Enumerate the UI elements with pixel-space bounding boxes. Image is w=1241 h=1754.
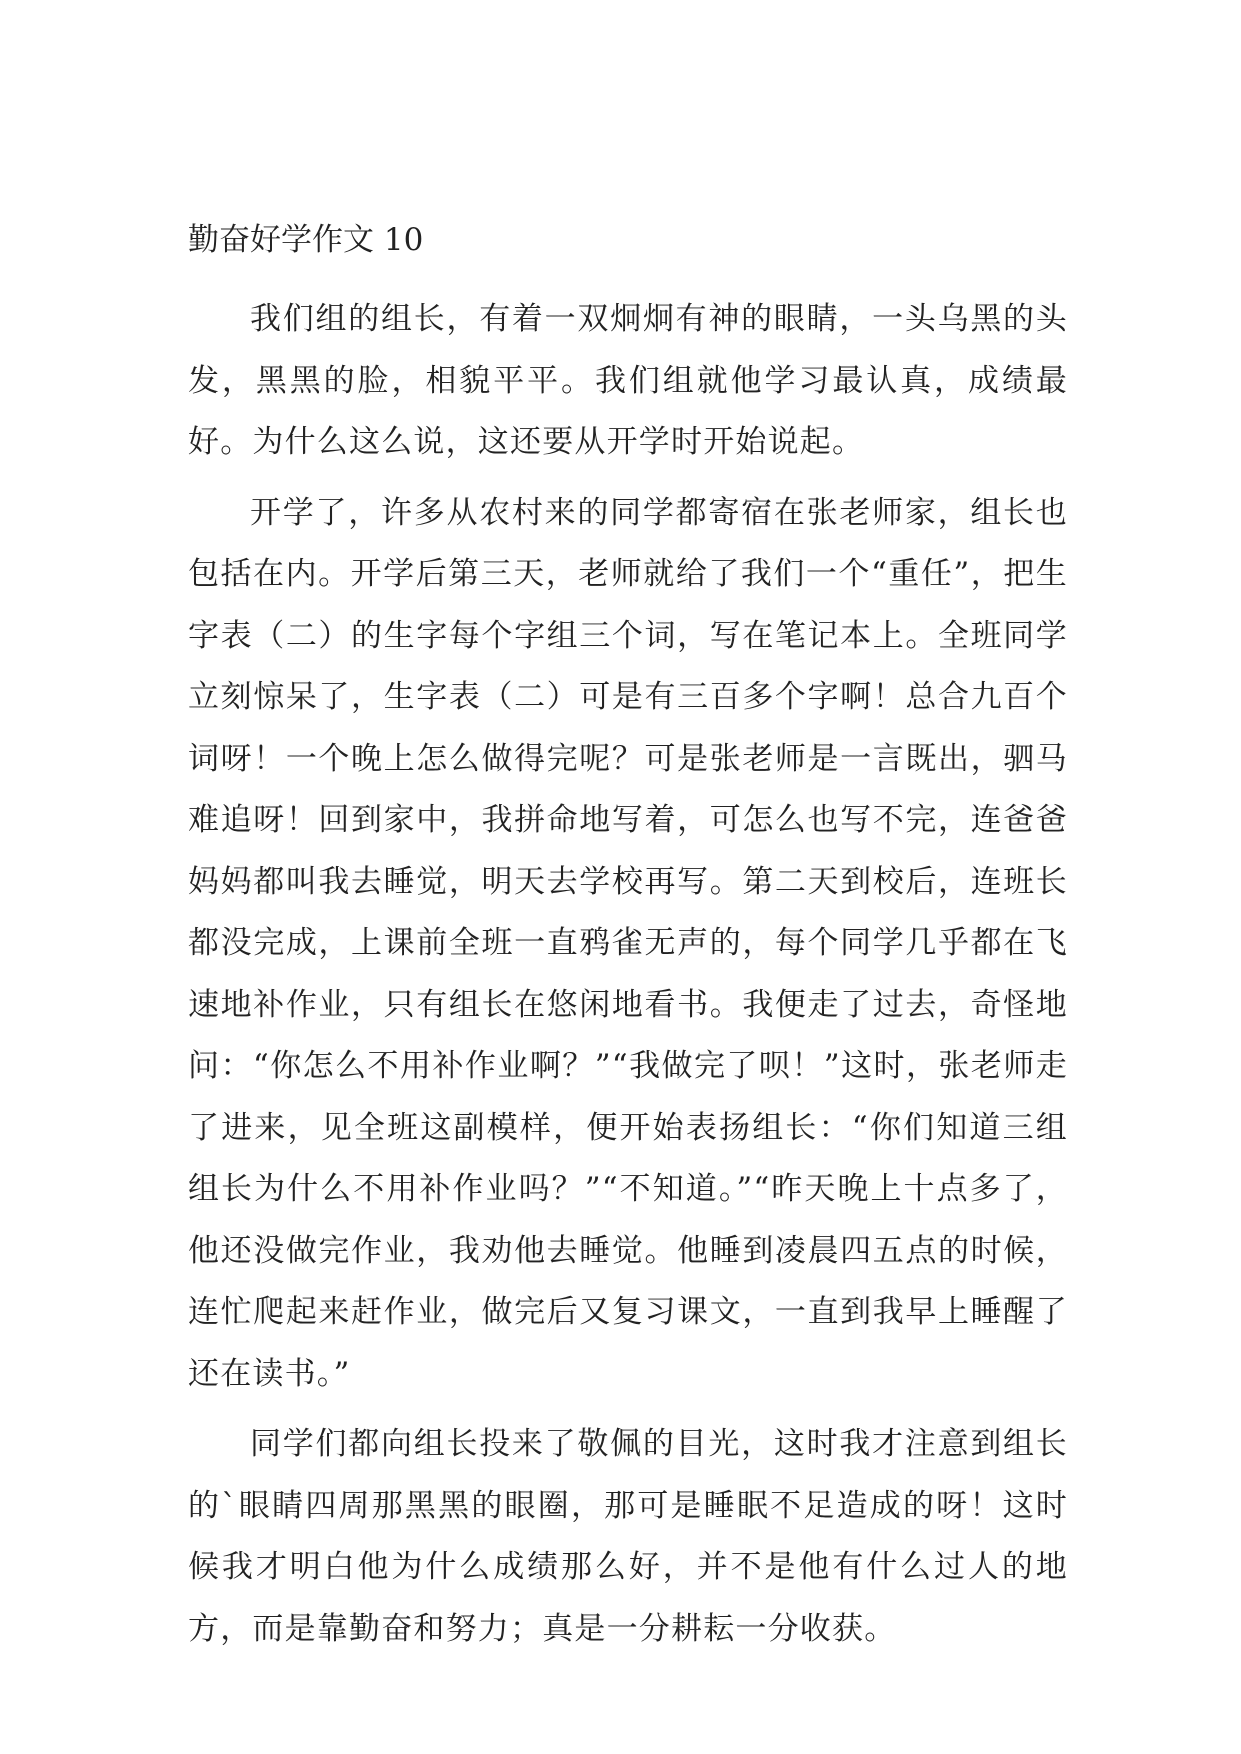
paragraph-2: 开学了，许多从农村来的同学都寄宿在张老师家，组长也包括在内。开学后第三天，老师就给了我们一个“重任”，把生字表（二）的生字每个字组三个词，写在笔记本上。全班同学立刻惊呆了，生字表（二）可是有三百多个字啊！总合九百个词呀！一个晚上怎么做得完呢？可是张老师是一言既出，驷马难追呀！回到家中，我拼命地写着，可怎么也写不完，连爸爸妈妈都叫我去睡觉，明天去学校再写。第二天到校后，连班长都没完成，上课前全班一直鸦雀无声的，每个同学几乎都在飞速地补作业，只有组长在悠闲地看书。我便走了过去，奇怪地问：“你怎么不用补作业啊？”“我做完了呗！”这时，张老师走了进来，见全班这副模样，便开始表扬组长：“你们知道三组组长为什么不用补作业吗？”“不知道。”“昨天晚上十点多了，他还没做完作业，我劝他去睡觉。他睡到凌晨四五点的时候，连忙爬起来赶作业，做完后又复习课文，一直到我早上睡醒了还在读书。” [188, 494, 1068, 1392]
paragraph-1: 我们组的组长，有着一双炯炯有神的眼睛，一头乌黑的头发，黑黑的脸，相貌平平。我们组就他学习最认真，成绩最好。为什么这么说，这还要从开学时开始说起。 [188, 301, 1068, 460]
essay-title: 勤奋好学作文 10 [188, 222, 424, 258]
essay-body [188, 219, 1068, 1660]
paragraph-3: 同学们都向组长投来了敬佩的目光，这时我才注意到组长的`眼睛四周那黑黑的眼圈，那可是睡眠不足造成的呀！这时候我才明白他为什么成绩那么好，并不是他有什么过人的地方，而是靠勤奋和努力；真是一分耕耘一分收获。 [188, 1426, 1068, 1647]
